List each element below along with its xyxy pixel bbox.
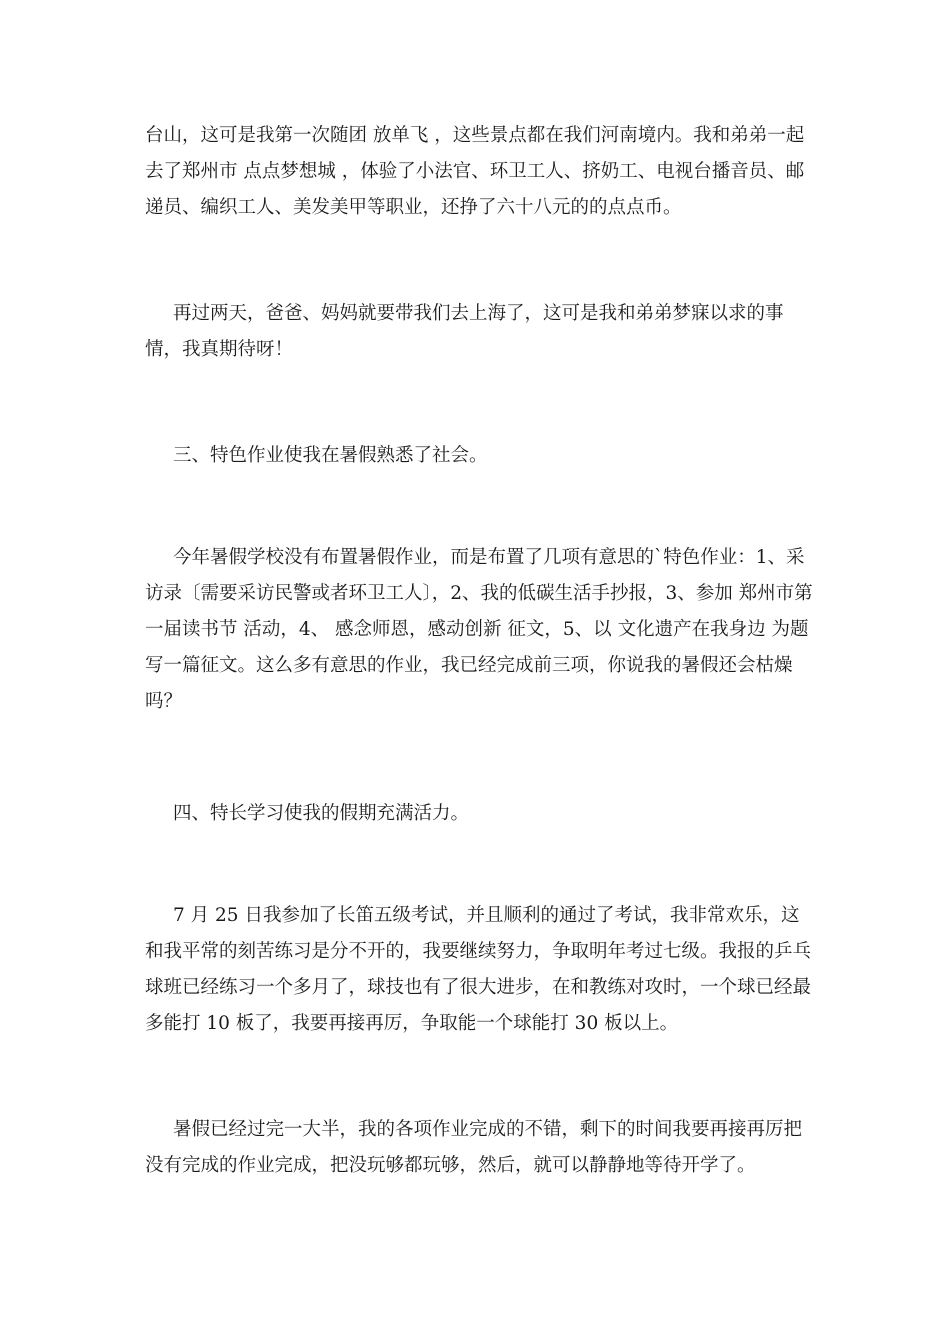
paragraph-special-homework: 今年暑假学校没有布置暑假作业，而是布置了几项有意思的`特色作业：1、采访录〔需要采访民警或者环卫工人〕，2、我的低碳生活手抄报，3、参加 郑州市第一届读书节 活动，4、 感念师恩，感动创新 征文，5、以 文化遗产在我身边 为题写一篇征文。这么多有意思的作业，我已经完成前三项，你说我的暑假还会枯燥吗？ — [145, 547, 813, 712]
heading-section-four: 四、特长学习使我的假期充满活力。 — [173, 803, 470, 824]
paragraph-tour: 台山，这可是我第一次随团 放单飞 ，这些景点都在我们河南境内。我和弟弟一起去了郑州市 点点梦想城 ，体验了小法官、环卫工人、挤奶工、电视台播音员、邮递员、编织工人、美发美甲等职业，还挣了六十八元的的点点币。 — [145, 125, 805, 218]
paragraph-flute-pingpong: 7 月 25 日我参加了长笛五级考试，并且顺利的通过了考试，我非常欢乐，这和我平常的刻苦练习是分不开的，我要继续努力，争取明年考过七级。我报的乒乓球班已经练习一个多月了，球技也有了很大进步，在和教练对攻时，一个球已经最多能打 10 板了，我要再接再厉，争取能一个球能打 30 板以上。 — [145, 905, 812, 1034]
paragraph-shanghai: 再过两天，爸爸、妈妈就要带我们去上海了，这可是我和弟弟梦寐以求的事情，我真期待呀！ — [145, 303, 784, 360]
heading-section-three: 三、特色作业使我在暑假熟悉了社会。 — [173, 445, 488, 466]
paragraph-summary: 暑假已经过完一大半，我的各项作业完成的不错，剩下的时间我要再接再厉把没有完成的作业完成，把没玩够都玩够，然后，就可以静静地等待开学了。 — [145, 1119, 803, 1176]
